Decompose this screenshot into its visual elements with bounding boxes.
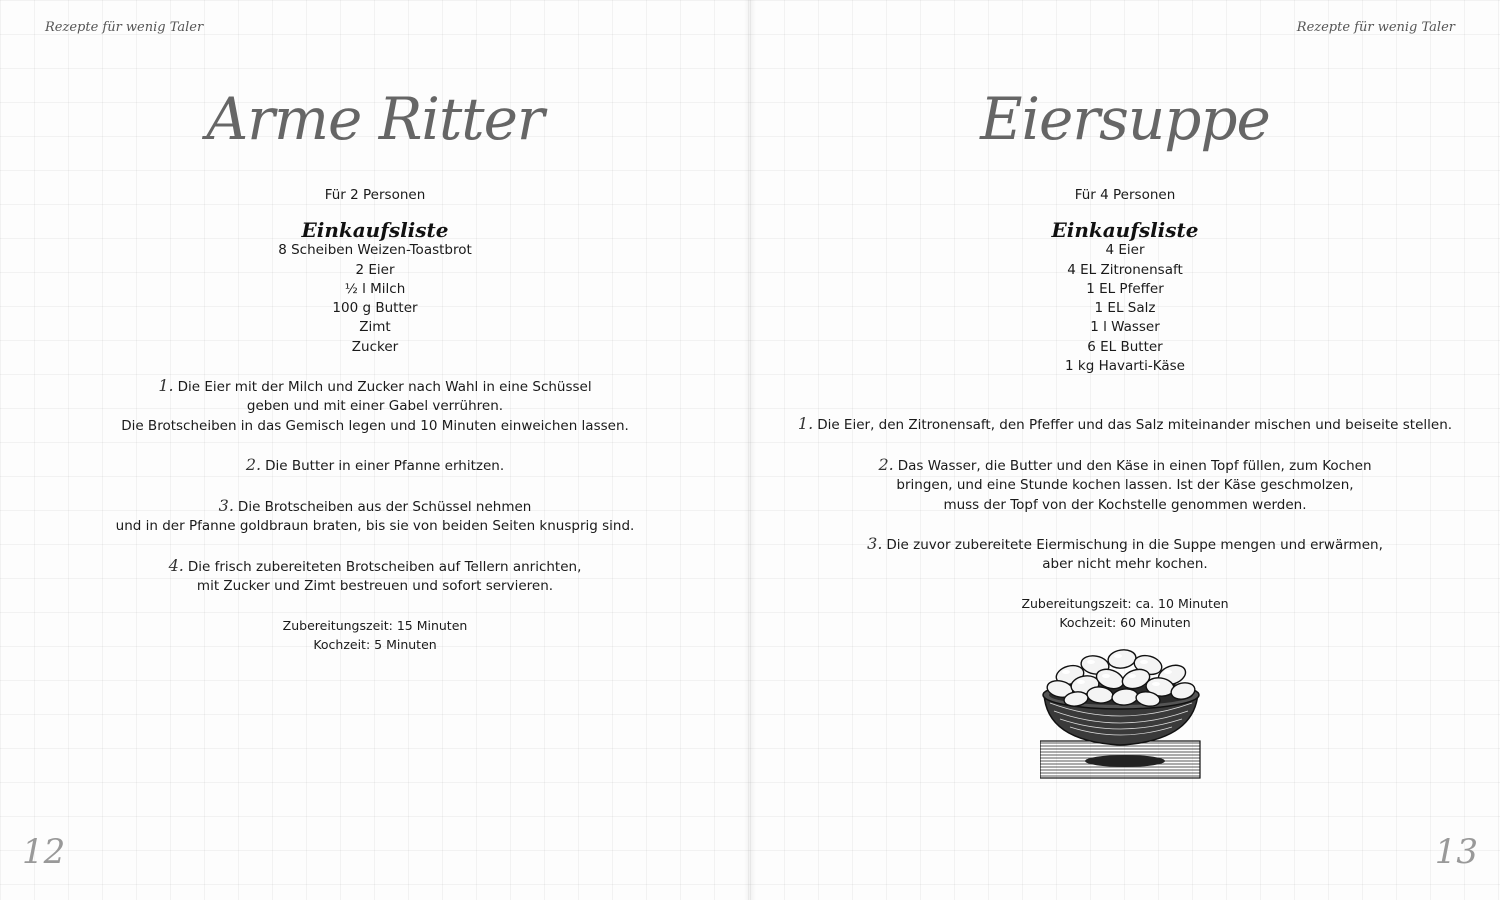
cook-time: Kochzeit: 5 Minuten	[313, 636, 437, 652]
step-text: mit Zucker und Zimt bestreuen und sofort servieren.	[196, 578, 554, 595]
ingredient-list-left	[0, 241, 750, 357]
ingredient-item: 1 l Wasser	[1090, 319, 1160, 336]
step-text: Die frisch zubereiteten Brotscheiben auf Tellern anrichten,	[187, 558, 582, 575]
step-text: und in der Pfanne goldbraun braten, bis sie von beiden Seiten knusprig sind.	[115, 518, 635, 535]
times-right	[750, 594, 1500, 633]
step-text: muss der Topf von der Kochstelle genommen werden.	[943, 496, 1307, 513]
step-text: Die Brotscheiben in das Gemisch legen und 10 Minuten einweichen lassen.	[121, 417, 629, 434]
running-head-left: Rezepte für wenig Taler	[45, 20, 204, 35]
step-number: 2.	[245, 455, 262, 475]
step-text: geben und mit einer Gabel verrühren.	[246, 398, 504, 415]
steps-right	[750, 414, 1500, 574]
ingredient-item: Zimt	[359, 319, 391, 336]
running-head-right: Rezepte für wenig Taler	[1296, 20, 1455, 35]
ingredient-item: 2 Eier	[355, 261, 395, 278]
cook-time: Kochzeit: 60 Minuten	[1059, 615, 1191, 631]
prep-time: Zubereitungszeit: 15 Minuten	[282, 617, 468, 633]
step-2	[750, 455, 1500, 515]
step-text: bringen, und eine Stunde kochen lassen. Ist der Käse geschmolzen,	[896, 477, 1354, 494]
step-text: aber nicht mehr kochen.	[1042, 556, 1208, 573]
step-text: Die Eier, den Zitronensaft, den Pfeffer und das Salz miteinander mischen und beiseite stellen.	[817, 417, 1453, 434]
ingredient-item: Zucker	[351, 338, 399, 355]
step-number: 3.	[867, 534, 883, 554]
recipe-title-right: Eiersuppe	[980, 85, 1270, 153]
step-number: 3.	[218, 495, 234, 515]
step-4	[0, 556, 750, 597]
step-text: Das Wasser, die Butter und den Käse in einen Topf füllen, zum Kochen	[897, 457, 1372, 474]
recipe-content-left	[0, 186, 750, 654]
ingredient-item: 8 Scheiben Weizen-Toastbrot	[278, 242, 472, 259]
step-2	[0, 455, 750, 476]
ingredient-item: 100 g Butter	[332, 300, 418, 317]
prep-time: Zubereitungszeit: ca. 10 Minuten	[1021, 596, 1229, 612]
ingredient-item: 1 kg Havarti-Käse	[1065, 358, 1185, 375]
shopping-list-heading-right: Einkaufsliste	[1051, 218, 1199, 243]
ingredient-item: 6 EL Butter	[1087, 338, 1163, 355]
book-gutter	[744, 0, 756, 900]
step-text: Die Eier mit der Milch und Zucker nach Wahl in eine Schüssel	[177, 379, 592, 396]
step-text: Die zuvor zubereitete Eiermischung in die Suppe mengen und erwärmen,	[886, 537, 1383, 554]
step-3	[750, 534, 1500, 575]
bowl-of-eggs-illustration	[1040, 645, 1202, 783]
servings-right: Für 4 Personen	[1074, 187, 1176, 203]
step-number: 2.	[878, 454, 894, 474]
ingredient-list-right	[750, 241, 1500, 376]
step-text: Die Brotscheiben aus der Schüssel nehmen	[237, 498, 532, 515]
page-number-left: 12	[22, 832, 66, 872]
right-page	[750, 0, 1500, 900]
shopping-list-heading-left: Einkaufsliste	[301, 218, 449, 243]
step-text: Die Butter in einer Pfanne erhitzen.	[265, 458, 505, 475]
page-number-right: 13	[1434, 832, 1478, 872]
step-1	[750, 414, 1500, 435]
steps-left	[0, 376, 750, 596]
step-1	[0, 376, 750, 436]
step-number: 1.	[158, 376, 174, 396]
step-number: 4.	[168, 555, 184, 575]
ingredient-item: 4 EL Zitronensaft	[1067, 261, 1183, 278]
ingredient-item: ½ l Milch	[344, 280, 406, 297]
recipe-title-left: Arme Ritter	[206, 85, 544, 153]
ingredient-item: 4 Eier	[1105, 242, 1145, 259]
servings-left: Für 2 Personen	[324, 187, 426, 203]
ingredient-item: 1 EL Salz	[1094, 300, 1156, 317]
step-number: 1.	[797, 414, 814, 434]
ingredient-item: 1 EL Pfeffer	[1086, 280, 1164, 297]
times-left	[0, 616, 750, 655]
step-3	[0, 496, 750, 537]
recipe-content-right	[750, 186, 1500, 633]
